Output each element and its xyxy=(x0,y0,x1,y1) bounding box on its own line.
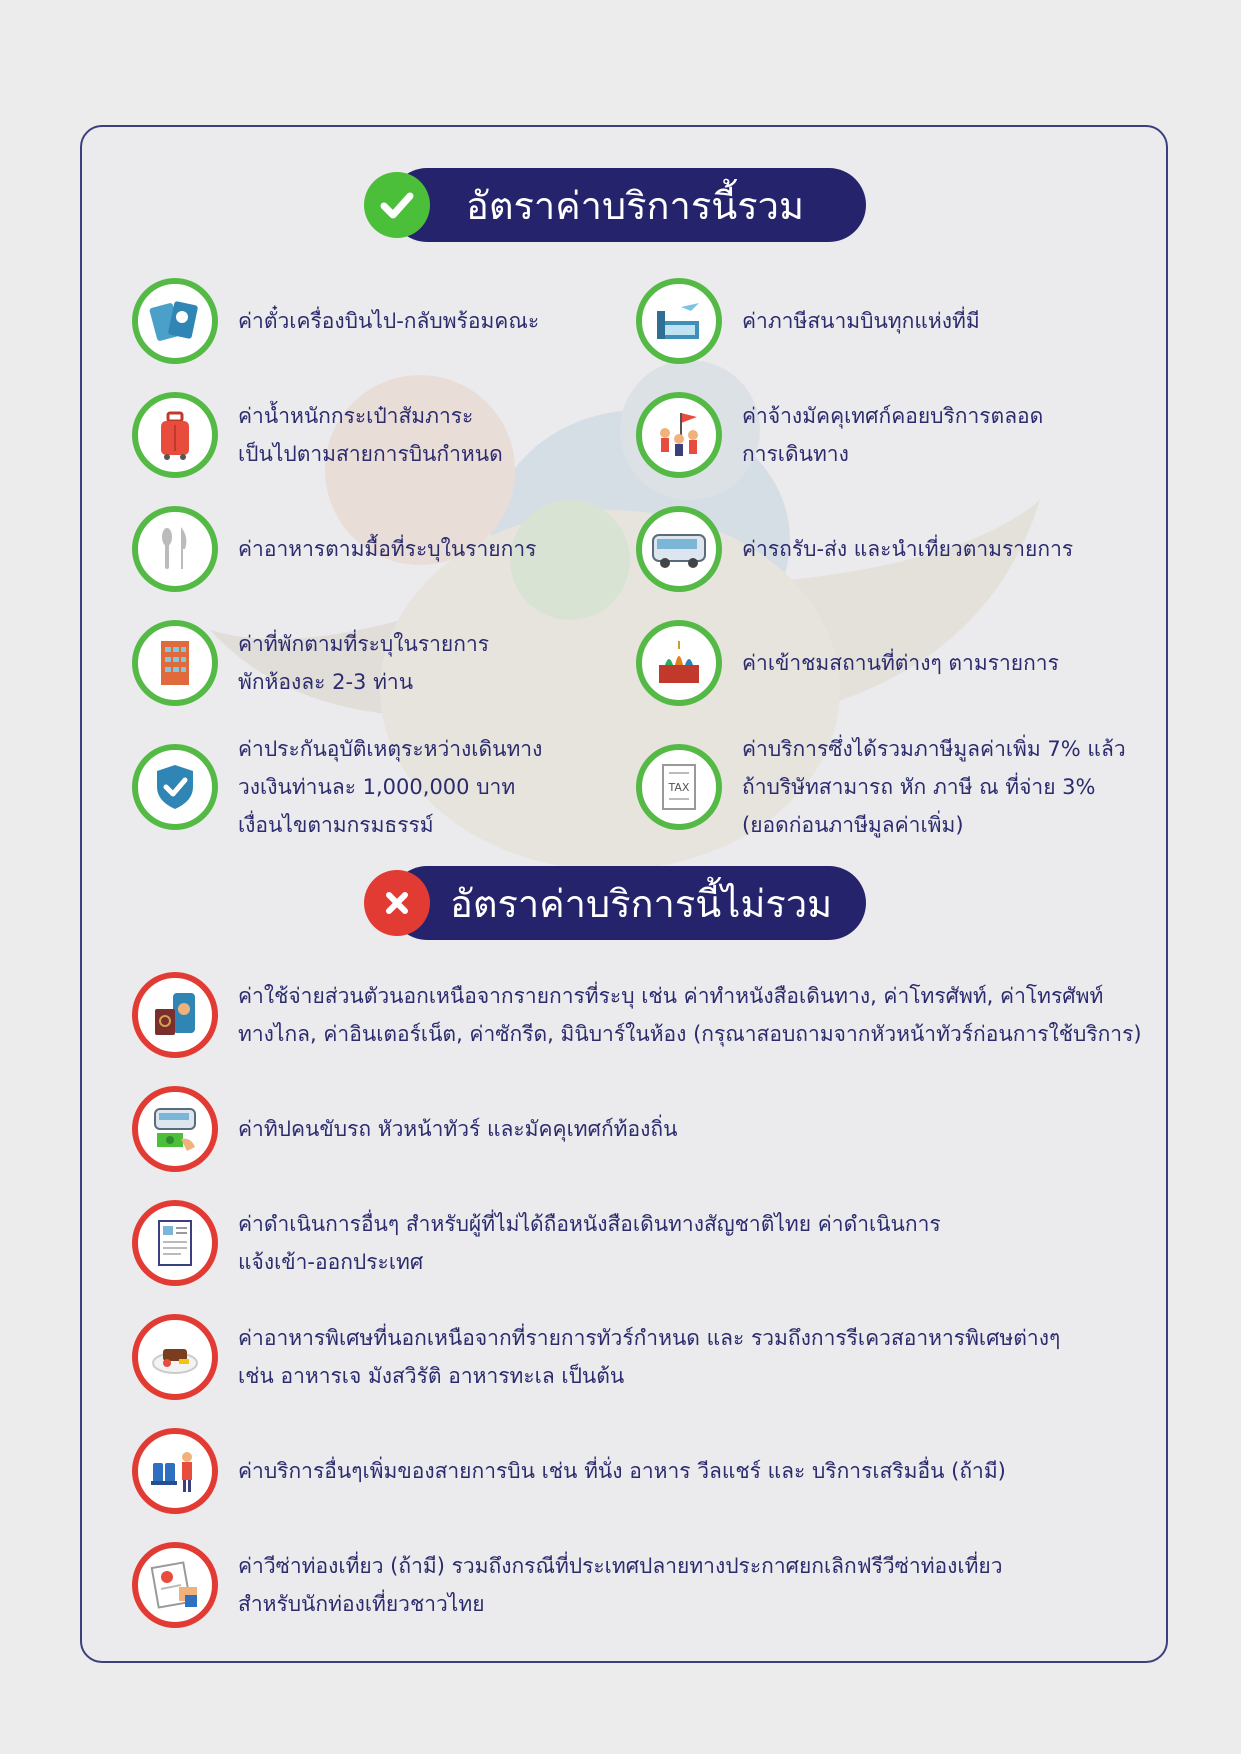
airline-seat-icon xyxy=(132,1428,218,1514)
included-item-hotel xyxy=(132,620,489,706)
included-item-guide xyxy=(636,392,1043,478)
included-text: วงเงินท่านละ 1,000,000 บาท xyxy=(238,775,516,799)
shield-icon xyxy=(132,744,218,830)
excluded-text: สำหรับนักท่องเที่ยวชาวไทย xyxy=(238,1592,485,1616)
included-item-airport xyxy=(636,278,980,364)
close-icon xyxy=(364,870,430,936)
excluded-item-tip xyxy=(132,1086,677,1172)
included-text: ค่าภาษีสนามบินทุกแห่งที่มี xyxy=(742,309,980,333)
included-text: ถ้าบริษัทสามารถ หัก ภาษี ณ ที่จ่าย 3% xyxy=(742,775,1096,799)
excluded-item-visa xyxy=(132,1542,1003,1628)
included-text: เงื่อนไขตามกรมธรรม์ xyxy=(238,813,434,837)
included-text: ค่าประกันอุบัติเหตุระหว่างเดินทาง xyxy=(238,737,543,761)
passport-phone-icon xyxy=(132,972,218,1058)
tip-money-icon xyxy=(132,1086,218,1172)
included-text: ค่าบริการซึ่งได้รวมภาษีมูลค่าเพิ่ม 7% แล้ว xyxy=(742,737,1126,761)
excluded-text: ค่าวีซ่าท่องเที่ยว (ถ้ามี) รวมถึงกรณีที่ประเทศปลายทางประกาศยกเลิกฟรีวีซ่าท่องเที่ยว xyxy=(238,1554,1003,1578)
included-text: เป็นไปตามสายการบินกำหนด xyxy=(238,442,503,466)
included-banner xyxy=(390,168,866,242)
ticket-icon xyxy=(132,278,218,364)
check-icon xyxy=(364,172,430,238)
excluded-text: ทางไกล, ค่าอินเตอร์เน็ต, ค่าซักรีด, มินิบาร์ในห้อง (กรุณาสอบถามจากหัวหน้าทัวร์ก่อนการใช้บริการ) xyxy=(238,1022,1142,1046)
excluded-title: อัตราค่าบริการนี้ไม่รวม xyxy=(450,881,833,926)
tax-document-icon xyxy=(636,744,722,830)
excluded-text: ค่าบริการอื่นๆเพิ่มของสายการบิน เช่น ที่นั่ง อาหาร วีลแชร์ และ บริการเสริมอื่น (ถ้ามี) xyxy=(238,1459,1006,1483)
included-text: การเดินทาง xyxy=(742,442,849,466)
airport-icon xyxy=(636,278,722,364)
bus-icon xyxy=(636,506,722,592)
excluded-text: ค่าดำเนินการอื่นๆ สำหรับผู้ที่ไม่ได้ถือหนังสือเดินทางสัญชาติไทย ค่าดำเนินการ xyxy=(238,1212,941,1236)
included-item-meal xyxy=(132,506,536,592)
excluded-text: เช่น อาหารเจ มังสวิรัติ อาหารทะเล เป็นต้น xyxy=(238,1364,625,1388)
landmark-icon xyxy=(636,620,722,706)
included-item-ticket xyxy=(132,278,539,364)
excluded-item-non-thai xyxy=(132,1200,941,1286)
luggage-icon xyxy=(132,392,218,478)
excluded-item-special-meal xyxy=(132,1314,1060,1400)
document-form-icon xyxy=(132,1200,218,1286)
excluded-text: ค่าทิปคนขับรถ หัวหน้าทัวร์ และมัคคุเทศก์ท้องถิ่น xyxy=(238,1117,678,1141)
included-text: ค่ารถรับ-ส่ง และนำเที่ยวตามรายการ xyxy=(742,537,1074,561)
excluded-text: แจ้งเข้า-ออกประเทศ xyxy=(238,1250,424,1274)
visa-icon xyxy=(132,1542,218,1628)
excluded-item-airline xyxy=(132,1428,1006,1514)
tour-guide-icon xyxy=(636,392,722,478)
included-text: (ยอดก่อนภาษีมูลค่าเพิ่ม) xyxy=(742,813,964,837)
included-text: ค่าน้ำหนักกระเป๋าสัมภาระ xyxy=(238,404,474,428)
included-item-luggage xyxy=(132,392,503,478)
included-text: ค่าจ้างมัคคุเทศก์คอยบริการตลอด xyxy=(742,404,1044,428)
included-item-tax xyxy=(636,730,1126,844)
included-title: อัตราค่าบริการนี้รวม xyxy=(466,183,805,228)
included-item-landmark xyxy=(636,620,1059,706)
included-text: ค่าที่พักตามที่ระบุในรายการ xyxy=(238,632,490,656)
tax-label: TAX xyxy=(668,781,690,794)
included-text: ค่าเข้าชมสถานที่ต่างๆ ตามรายการ xyxy=(742,651,1059,675)
excluded-item-personal xyxy=(132,972,1142,1058)
special-meal-icon xyxy=(132,1314,218,1400)
included-item-bus xyxy=(636,506,1073,592)
excluded-text: ค่าอาหารพิเศษที่นอกเหนือจากที่รายการทัวร์กำหนด และ รวมถึงการรีเควสอาหารพิเศษต่างๆ xyxy=(238,1326,1061,1350)
excluded-text: ค่าใช้จ่ายส่วนตัวนอกเหนือจากรายการที่ระบุ เช่น ค่าทำหนังสือเดินทาง, ค่าโทรศัพท์, ค่าโทรศัพท์ xyxy=(238,984,1104,1008)
excluded-banner xyxy=(390,866,866,940)
included-text: ค่าตั๋วเครื่องบินไป-กลับพร้อมคณะ xyxy=(238,309,540,333)
hotel-icon xyxy=(132,620,218,706)
included-item-insurance xyxy=(132,730,542,844)
fork-knife-icon xyxy=(132,506,218,592)
included-text: ค่าอาหารตามมื้อที่ระบุในรายการ xyxy=(238,537,537,561)
included-text: พักห้องละ 2-3 ท่าน xyxy=(238,670,414,694)
